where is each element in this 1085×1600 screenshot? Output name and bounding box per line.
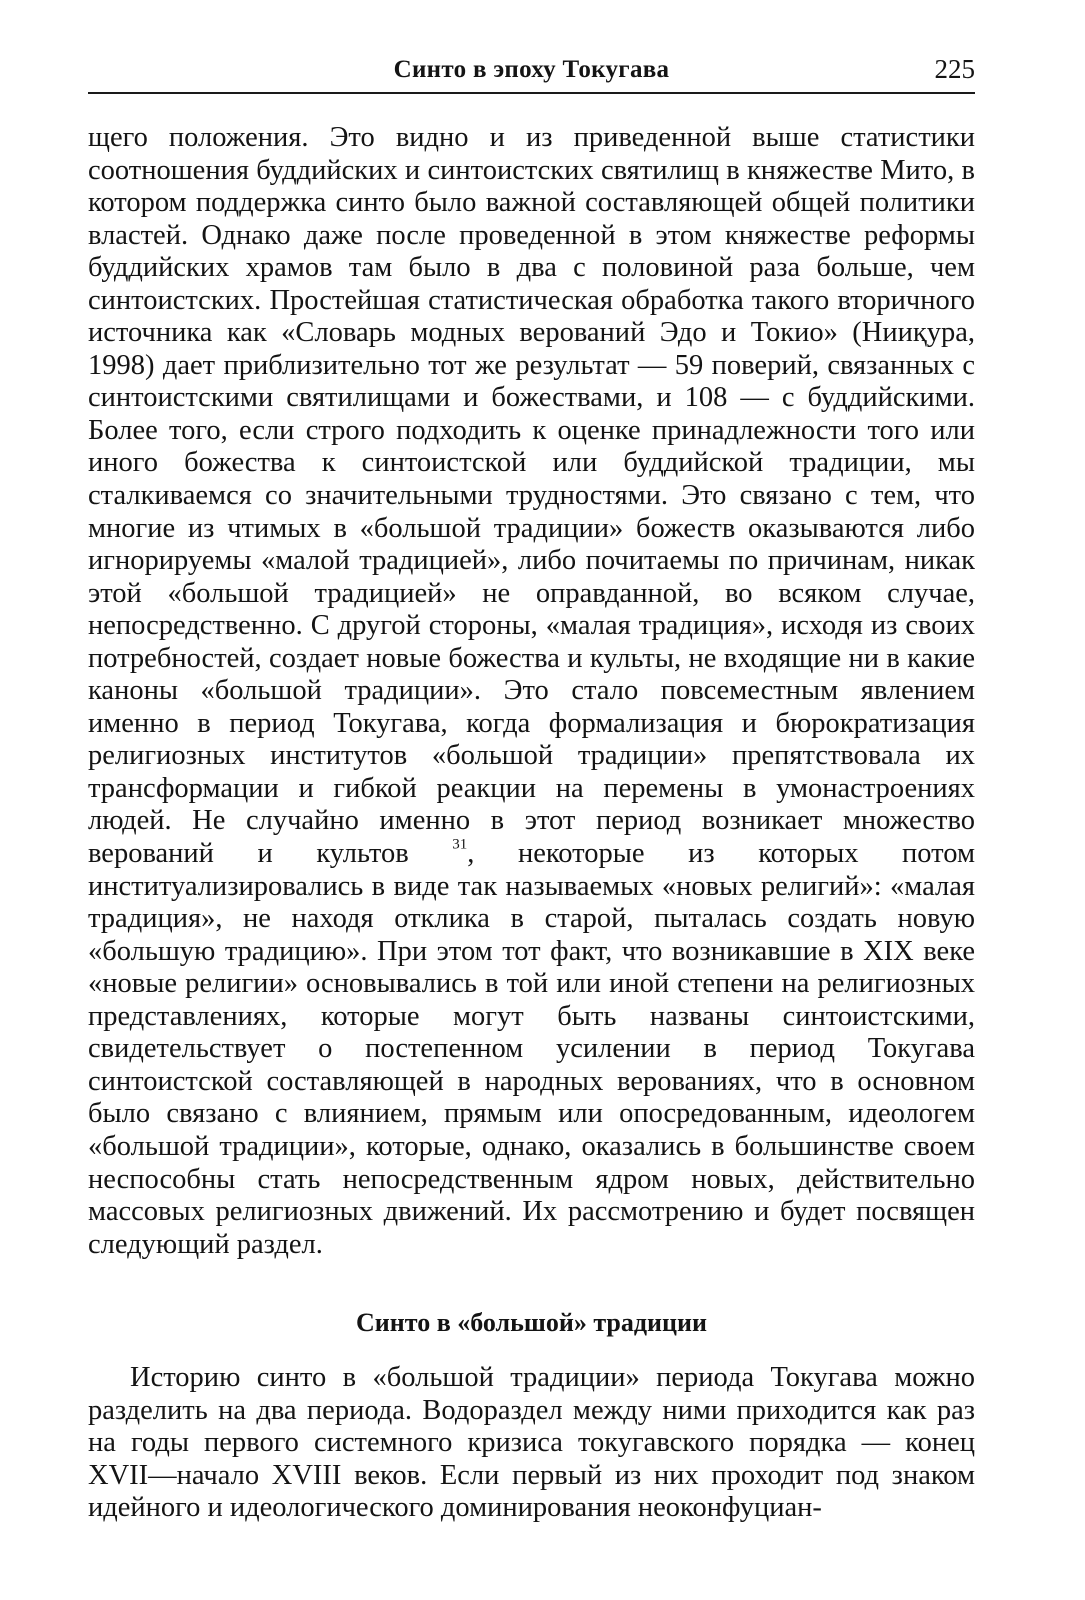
running-title: Синто в эпоху Токугава (393, 56, 670, 83)
paragraph-continuation (88, 122, 975, 1261)
book-page (88, 54, 975, 1525)
paragraph-text-part-2: , некоторые из которых потом институализировались в виде так называемых «новых религий»: «малая традиция», не находя отклика в старой, пыталась создать новую «большую традицию». При этом тот факт, что возникавшие в XIX веке «новые религии» основывались в той или иной степени на религиозных представлениях, которые могут быть названы синтоистскими, свидетельствует о постепенном усилении в период Токугава синтоистской составляющей в народных верованиях, что в основном было связано с влиянием, прямым или опосредованным, идеологем «большой традиции», которые, однако, оказались в большинстве своем неспособны стать непосредственным ядром новых, действительно массовых религиозных движений. Их рассмотрению и будет посвящен следующий раздел. (88, 838, 976, 1260)
body-text (88, 122, 975, 1525)
running-header (88, 54, 975, 94)
paragraph-text-part-1: щего положения. Это видно и из приведенной выше статистики соотношения буддийских и синтоистских святилищ в княжестве Мито, в котором поддержка синто было важной составляющей общей политики властей. Однако даже после проведенной в этом княжестве реформы буддийских храмов там было в два с половиной раза больше, чем синтоистских. Простейшая статистическая обработка такого вторичного источника как «Словарь модных верований Эдо и Токио» (Нииқура, 1998) дает приблизительно тот же результат — 59 поверий, связанных с синтоистскими святилищами и божествами, и 108 — с буддийскими. Более того, если строго подходить к оценке принадлежности того или иного божества к синтоистской или буддийской традиции, мы сталкиваемся со значительными трудностями. Это связано с тем, что многие из чтимых в «большой традиции» божеств оказываются либо игнорируемы «малой традицией», либо почитаемы по причинам, никак этой «большой традицией» не оправданной, во всяком случае, непосредственно. С другой стороны, «малая традиция», исходя из своих потребностей, создает новые божества и культы, не входящие ни в какие каноны «большой традиции». Это стало повсеместным явлением именно в период Токугава, когда формализация и бюрократизация религиозных институтов «большой традиции» препятствовала их трансформации и гибкой реакции на перемены в умонастроениях людей. Не случайно именно в этот период возникает множество верований и культов (88, 122, 975, 870)
section-paragraph: Историю синто в «большой традиции» периода Токугава можно разделить на два периода. Водораздел между ними приходится как раз на годы первого системного кризиса токугавского порядка — конец XVII—начало XVIII веков. Если первый из них проходит под знаком идейного и идеологического доминирования неоконфуциан- (88, 1362, 975, 1524)
page-number: 225 (934, 54, 975, 84)
section-heading: Синто в «большой» традиции (356, 1308, 707, 1338)
footnote-marker: 31 (452, 836, 468, 853)
